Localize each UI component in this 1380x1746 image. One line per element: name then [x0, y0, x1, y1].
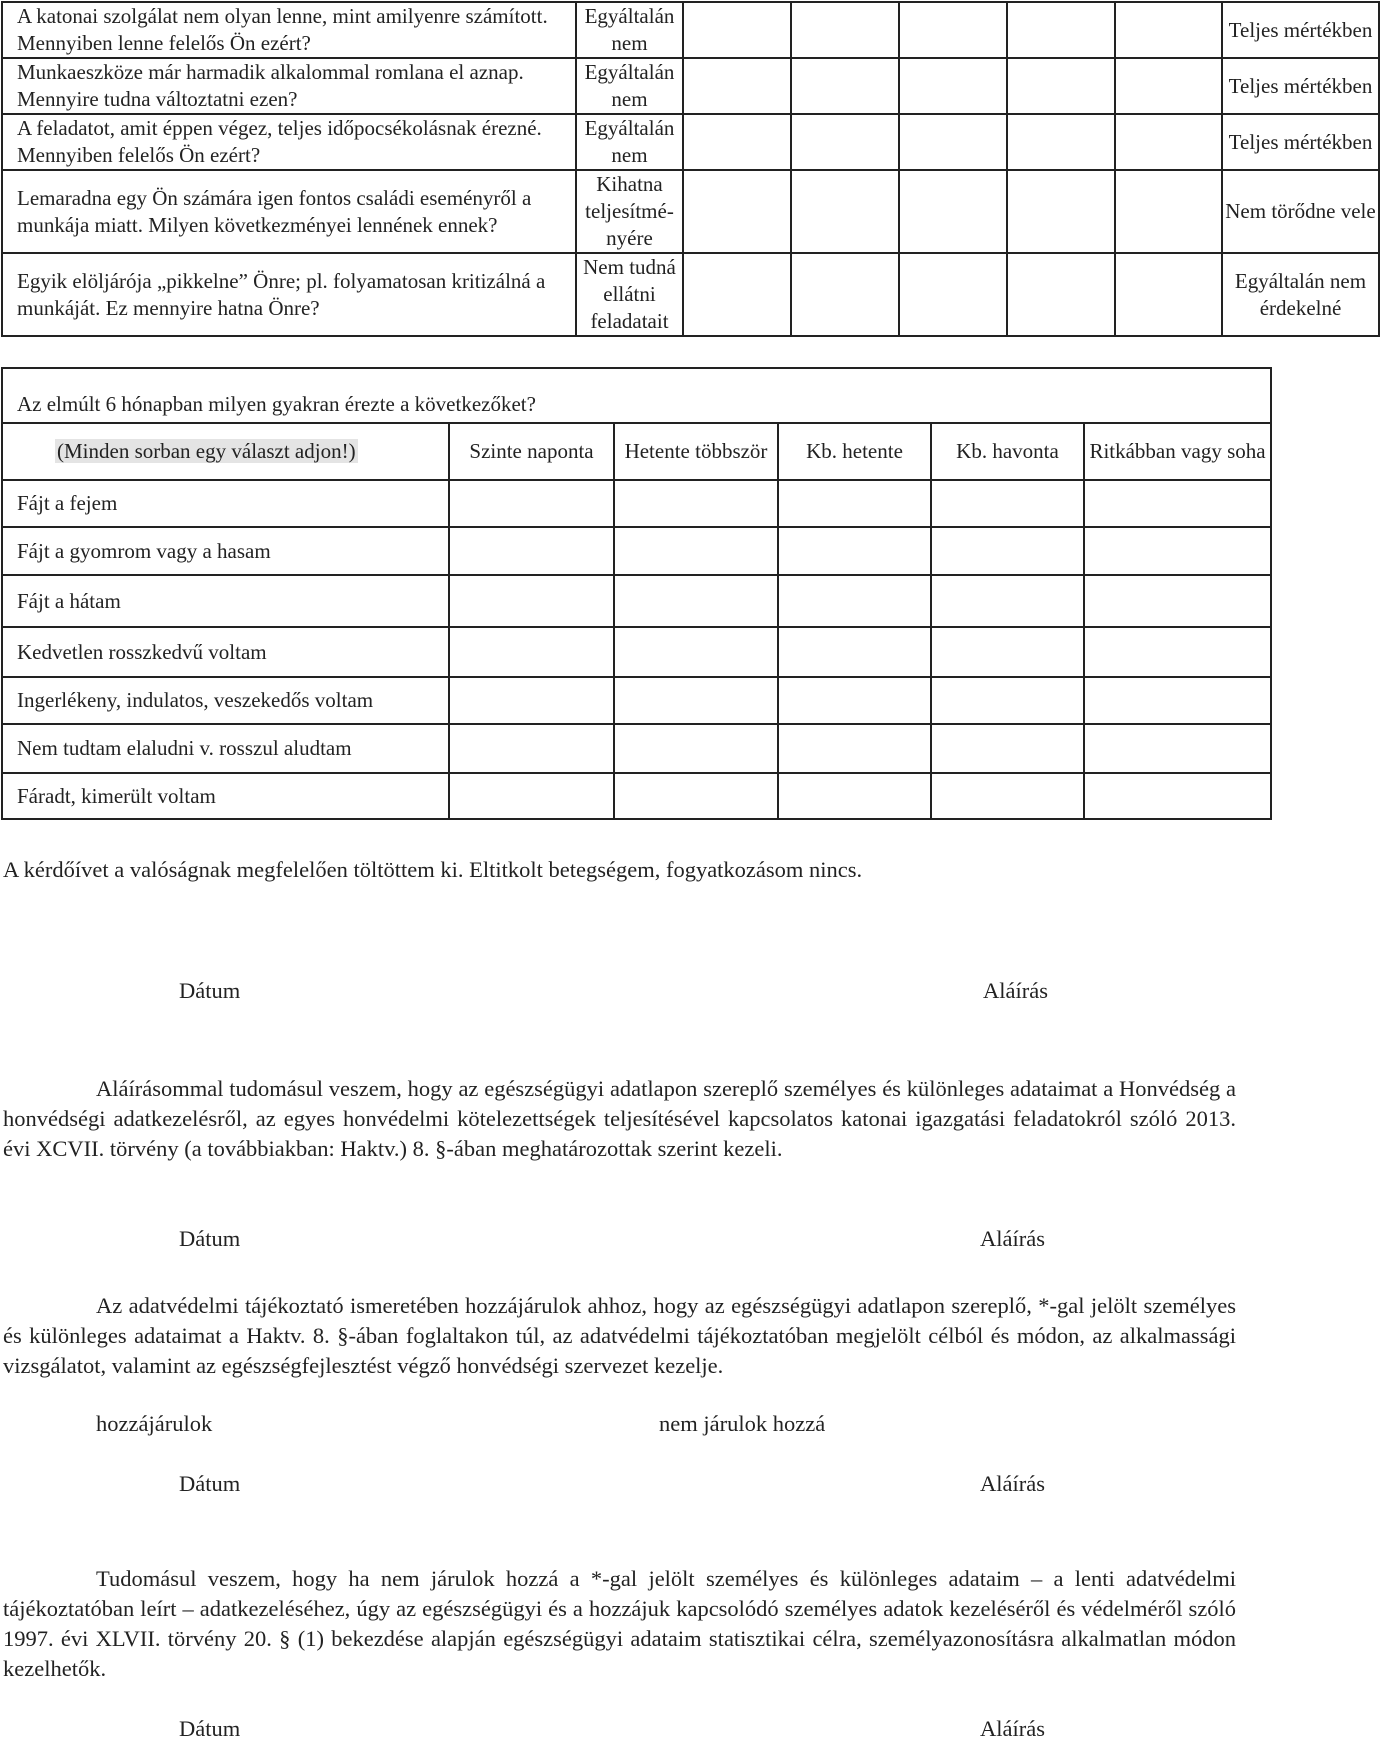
table-row: [2, 527, 1271, 575]
scale-cell[interactable]: [1115, 2, 1222, 58]
column-header: Ritkábban vagy soha: [1084, 423, 1271, 480]
attribution-questions-table: [1, 1, 1380, 337]
answer-cell[interactable]: [1084, 575, 1271, 627]
answer-cell[interactable]: [614, 773, 778, 819]
scale-left-label: Kihatna teljesítmé-nyére: [576, 170, 683, 253]
scale-left-label: Egyáltalán nem: [576, 114, 683, 170]
answer-cell[interactable]: [931, 724, 1084, 773]
scale-cell[interactable]: [1007, 2, 1115, 58]
symptom-label: Kedvetlen rosszkedvű voltam: [2, 627, 449, 677]
symptom-label: Nem tudtam elaludni v. rosszul aludtam: [2, 724, 449, 773]
symptom-frequency-table: [1, 367, 1272, 820]
consent-yes-option[interactable]: hozzájárulok: [96, 1411, 213, 1436]
table-row: [2, 575, 1271, 627]
question-text: Munkaeszköze már harmadik alkalommal romlana el aznap. Mennyire tudna változtatni ezen?: [2, 58, 576, 114]
scale-cell[interactable]: [1115, 253, 1222, 336]
symptom-label: Fáradt, kimerült voltam: [2, 773, 449, 819]
table-row: [2, 724, 1271, 773]
instruction-text: (Minden sorban egy választ adjon!): [57, 439, 356, 463]
question-text: Egyik elöljárója „pikkelne” Önre; pl. folyamatosan kritizálná a munkáját. Ez mennyire hatna Önre?: [2, 253, 576, 336]
answer-cell[interactable]: [778, 773, 931, 819]
answer-cell[interactable]: [614, 480, 778, 527]
question-text: A feladatot, amit éppen végez, teljes időpocsékolásnak érezné. Mennyiben felelős Ön ezért?: [2, 114, 576, 170]
answer-cell[interactable]: [449, 677, 614, 724]
signature-label: Aláírás: [980, 1226, 1045, 1251]
scale-cell[interactable]: [791, 170, 899, 253]
answer-cell[interactable]: [931, 627, 1084, 677]
scale-cell[interactable]: [683, 58, 791, 114]
scale-cell[interactable]: [1115, 170, 1222, 253]
answer-cell[interactable]: [931, 677, 1084, 724]
scale-right-label: Egyáltalán nem érdekelné: [1222, 253, 1379, 336]
table-title-row: [2, 368, 1271, 423]
answer-cell[interactable]: [931, 773, 1084, 819]
answer-cell[interactable]: [449, 480, 614, 527]
non-consent-notice: Tudomásul veszem, hogy ha nem járulok hozzá a *-gal jelölt személyes és különleges adataim – a lenti adatvédelmi tájékoztatóban leírt – adatkezeléséhez, úgy az egészségügyi és a hozzájuk kapcsolódó személyes adatok kezeléséről és védelméről szóló 1997. évi XLVII. törvény 20. § (1) bekezdése alapján egészségügyi adataim statisztikai célra, személyazonosításra alkalmatlan módon kezelhetők.: [3, 1566, 1236, 1681]
symptom-label: Ingerlékeny, indulatos, veszekedős voltam: [2, 677, 449, 724]
date-label: Dátum: [179, 1716, 241, 1741]
answer-cell[interactable]: [1084, 677, 1271, 724]
scale-left-label: Egyáltalán nem: [576, 58, 683, 114]
scale-cell[interactable]: [899, 253, 1007, 336]
instruction-cell: [2, 423, 449, 480]
answer-cell[interactable]: [778, 627, 931, 677]
column-header: Kb. havonta: [931, 423, 1084, 480]
scale-cell[interactable]: [1007, 58, 1115, 114]
scale-cell[interactable]: [791, 58, 899, 114]
date-label: Dátum: [179, 1226, 241, 1251]
answer-cell[interactable]: [778, 575, 931, 627]
table-row: [2, 253, 1379, 336]
scale-left-label: Nem tudná ellátni feladatait: [576, 253, 683, 336]
answer-cell[interactable]: [449, 527, 614, 575]
declaration-text: A kérdőívet a valóságnak megfelelően töltöttem ki. Eltitkolt betegségem, fogyatkozásom nincs.: [3, 857, 863, 882]
answer-cell[interactable]: [1084, 480, 1271, 527]
table-row: [2, 58, 1379, 114]
consent-no-option[interactable]: nem járulok hozzá: [659, 1411, 826, 1436]
column-header-row: [2, 423, 1271, 480]
scale-left-label: Egyáltalán nem: [576, 2, 683, 58]
answer-cell[interactable]: [449, 575, 614, 627]
table-row: [2, 114, 1379, 170]
scale-cell[interactable]: [899, 114, 1007, 170]
scale-cell[interactable]: [899, 2, 1007, 58]
scale-right-label: Nem törődne vele: [1222, 170, 1379, 253]
symptom-label: Fájt a fejem: [2, 480, 449, 527]
answer-cell[interactable]: [449, 627, 614, 677]
answer-cell[interactable]: [614, 677, 778, 724]
column-header: Kb. hetente: [778, 423, 931, 480]
scale-cell[interactable]: [1007, 253, 1115, 336]
answer-cell[interactable]: [614, 627, 778, 677]
symptom-label: Fájt a hátam: [2, 575, 449, 627]
answer-cell[interactable]: [931, 527, 1084, 575]
answer-cell[interactable]: [614, 527, 778, 575]
scale-cell[interactable]: [791, 2, 899, 58]
answer-cell[interactable]: [931, 575, 1084, 627]
scale-cell[interactable]: [1007, 170, 1115, 253]
answer-cell[interactable]: [778, 677, 931, 724]
table-row: [2, 677, 1271, 724]
table-row: [2, 773, 1271, 819]
table-row: [2, 480, 1271, 527]
answer-cell[interactable]: [449, 724, 614, 773]
data-handling-notice: Aláírásommal tudomásul veszem, hogy az egészségügyi adatlapon szereplő személyes és különleges adataimat a Honvédség a honvédségi adatkezelésről, az egyes honvédelmi kötelezettségek teljesítésével kapcsolatos katonai igazgatási feladatokról szóló 2013. évi XCVII. törvény (a továbbiakban: Haktv.) 8. §-ában meghatározottak szerint kezeli.: [3, 1076, 1236, 1161]
scale-right-label: Teljes mértékben: [1222, 58, 1379, 114]
question-text: A katonai szolgálat nem olyan lenne, mint amilyenre számított. Mennyiben lenne felelős Ön ezért?: [2, 2, 576, 58]
answer-cell[interactable]: [614, 575, 778, 627]
scale-cell[interactable]: [683, 114, 791, 170]
scale-right-label: Teljes mértékben: [1222, 2, 1379, 58]
scale-cell[interactable]: [899, 170, 1007, 253]
table-row: [2, 170, 1379, 253]
answer-cell[interactable]: [778, 724, 931, 773]
scale-cell[interactable]: [1115, 58, 1222, 114]
scale-cell[interactable]: [791, 253, 899, 336]
answer-cell[interactable]: [449, 773, 614, 819]
answer-cell[interactable]: [778, 527, 931, 575]
table-title: Az elmúlt 6 hónapban milyen gyakran érezte a következőket?: [2, 368, 1271, 423]
scale-right-label: Teljes mértékben: [1222, 114, 1379, 170]
date-label: Dátum: [179, 1471, 241, 1496]
scale-cell[interactable]: [1007, 114, 1115, 170]
answer-cell[interactable]: [1084, 724, 1271, 773]
scale-cell[interactable]: [683, 170, 791, 253]
column-header: Hetente többször: [614, 423, 778, 480]
consent-statement: Az adatvédelmi tájékoztató ismeretében hozzájárulok ahhoz, hogy az egészségügyi adatlapon szereplő, *-gal jelölt személyes és különleges adataimat a Haktv. 8. §-ában foglaltakon túl, az adatvédelmi tájékoztatóban megjelölt célból és módon, az alkalmassági vizsgálatot, valamint az egészségfejlesztést végző honvédségi szervezet kezelje.: [3, 1293, 1236, 1378]
question-text: Lemaradna egy Ön számára igen fontos családi eseményről a munkája miatt. Milyen következményei lennének ennek?: [2, 170, 576, 253]
table-row: [2, 627, 1271, 677]
answer-cell[interactable]: [1084, 773, 1271, 819]
answer-cell[interactable]: [778, 480, 931, 527]
scale-cell[interactable]: [899, 58, 1007, 114]
date-label: Dátum: [179, 978, 241, 1003]
signature-label: Aláírás: [983, 978, 1048, 1003]
scale-cell[interactable]: [1115, 114, 1222, 170]
answer-cell[interactable]: [1084, 527, 1271, 575]
symptom-label: Fájt a gyomrom vagy a hasam: [2, 527, 449, 575]
scale-cell[interactable]: [791, 114, 899, 170]
scale-cell[interactable]: [683, 2, 791, 58]
answer-cell[interactable]: [614, 724, 778, 773]
answer-cell[interactable]: [931, 480, 1084, 527]
table-row: [2, 2, 1379, 58]
signature-label: Aláírás: [980, 1471, 1045, 1496]
signature-label: Aláírás: [980, 1716, 1045, 1741]
answer-cell[interactable]: [1084, 627, 1271, 677]
column-header: Szinte naponta: [449, 423, 614, 480]
scale-cell[interactable]: [683, 253, 791, 336]
